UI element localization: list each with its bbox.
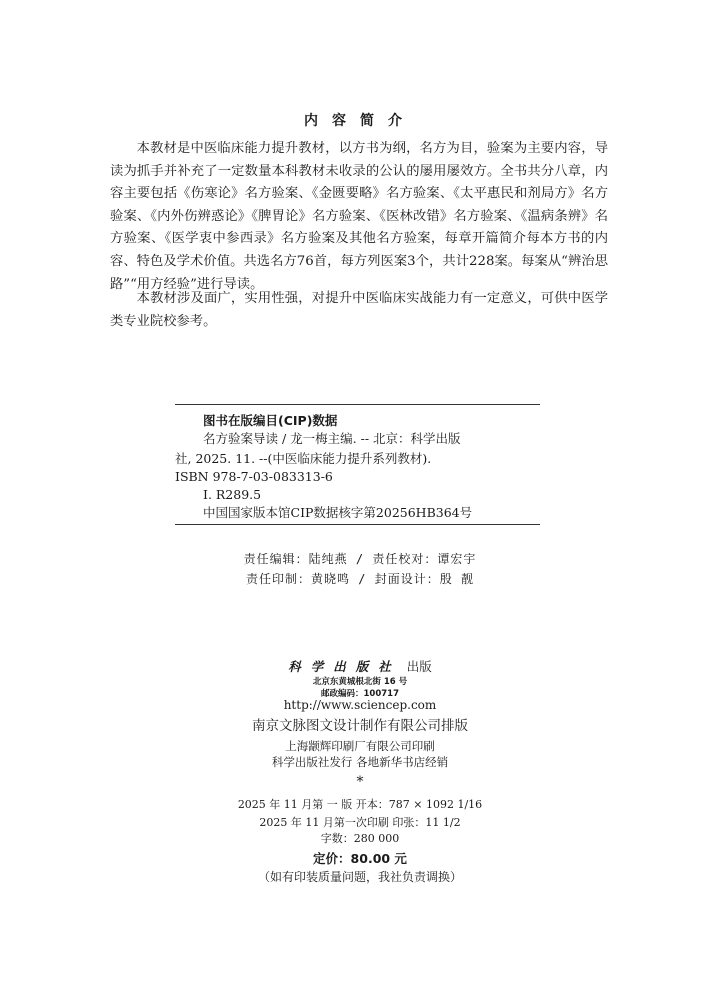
intro-paragraph-1: 本教材是中医临床能力提升教材，以方书为纲，名方为目，验案为主要内容，导读为抓手并补充了一定数量本科教材未收录的公认的屡用屡效方。全书共分八章，内容主要包括《伤寒论》名方验案、《金匮要略》名方验案、《太平惠民和剂局方》名方验案、《内外伤辨惑论》《脾胃论》名方验案、《医林改错》名方验案、《温病条辨》名方验案、《医学衷中参西录》名方验案及其他名方验案，每章开篇简介每本方书的内容、特色及学术价值。共选名方76首，每方列医案3个，共计228案。每案从“辨治思路”“用方经验”进行导读。: [110, 141, 608, 292]
publisher-website: http://www.sciencep.com: [283, 698, 437, 712]
printer: 上海颛辉印刷厂有限公司印刷: [285, 739, 435, 753]
intro-title: 内容简介: [304, 113, 416, 129]
cip-bottom-rule: [175, 524, 540, 525]
separator-star: *: [356, 774, 364, 790]
publisher-postcode: 邮政编码：100717: [321, 689, 399, 699]
editor-credits: 责任编辑：陆纯燕 / 责任校对：谭宏宇: [243, 552, 477, 566]
impression-info: 2025 年 11 月第一次印刷 印张：11 1/2: [259, 816, 461, 829]
publisher-logo: 科学出版社: [288, 659, 401, 674]
cip-line-isbn: ISBN 978-7-03-083313-6: [175, 469, 333, 484]
edition-info: 2025 年 11 月第 一 版 开本：787 × 1092 1/16: [237, 798, 483, 811]
cip-line-classification: Ⅰ. R289.5: [203, 487, 262, 502]
cip-heading: 图书在版编目(CIP)数据: [203, 413, 338, 428]
distribution: 科学出版社发行 各地新华书店经销: [271, 755, 449, 769]
cip-line-series: 社, 2025. 11. --(中医临床能力提升系列教材).: [175, 451, 432, 466]
intro-paragraph-2: 本教材涉及面广，实用性强，对提升中医临床实战能力有一定意义，可供中医学类专业院校参考。: [110, 291, 608, 329]
cip-top-rule: [175, 404, 540, 405]
typesetter: 南京文脉图文设计制作有限公司排版: [252, 718, 468, 734]
publisher-address: 北京东黄城根北街 16 号: [312, 677, 408, 687]
cip-line-title: 名方验案导读 / 龙一梅主编. -- 北京：科学出版: [203, 431, 461, 446]
quality-note: （如有印装质量问题，我社负责调换）: [257, 870, 462, 884]
production-credits: 责任印制：黄晓鸣 / 封面设计：殷 靓: [246, 572, 474, 586]
word-count: 字数：280 000: [320, 832, 400, 845]
publisher-line: [0, 657, 720, 675]
cip-line-record-number: 中国国家版本馆CIP数据核字第20256HB364号: [203, 505, 473, 520]
price: 定价：80.00 元: [313, 851, 407, 866]
publisher-suffix: 出版: [406, 659, 432, 674]
